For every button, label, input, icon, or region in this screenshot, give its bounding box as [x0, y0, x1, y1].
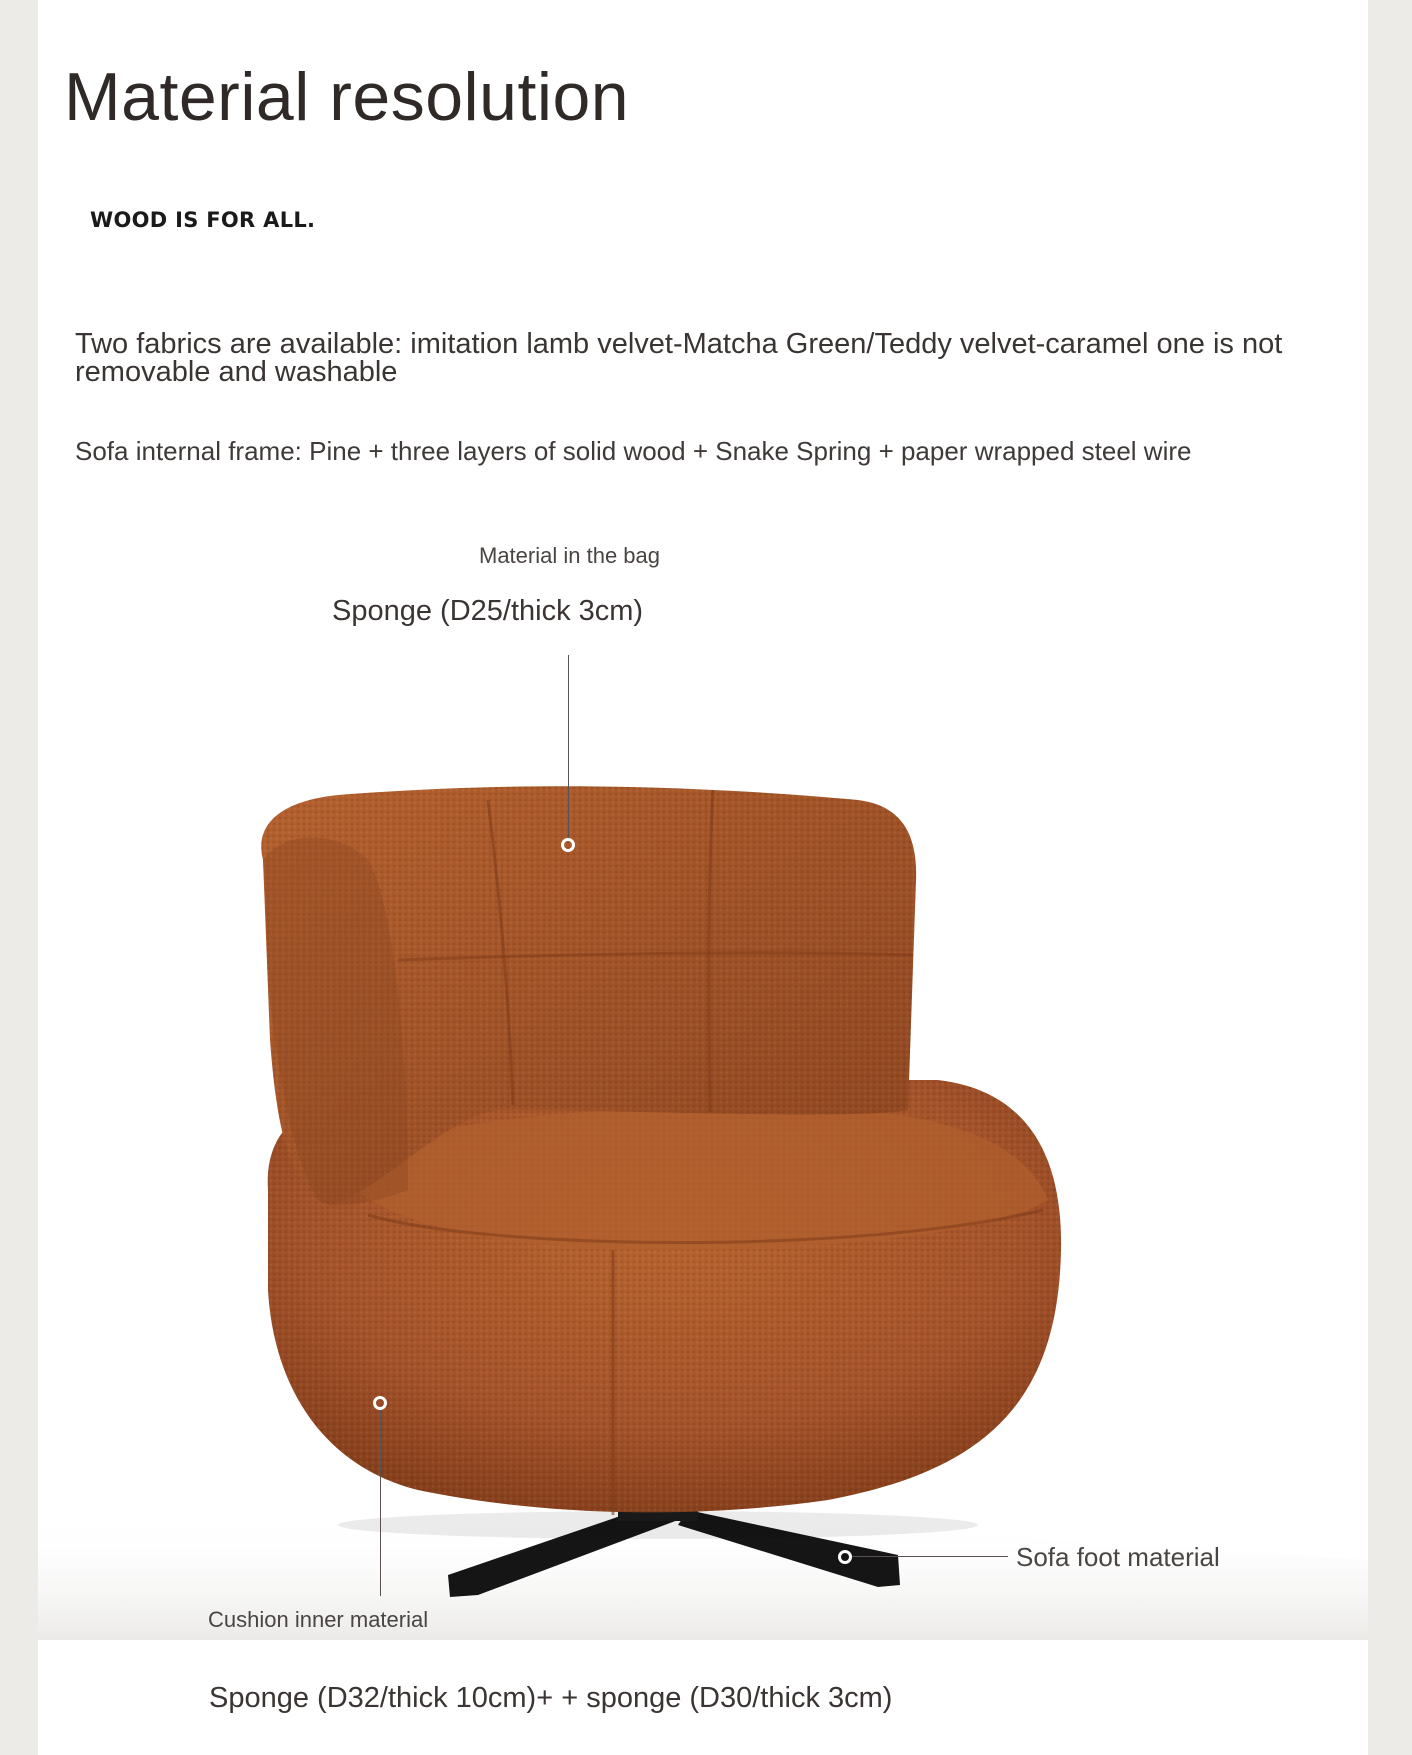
foot-material-title: Sofa foot material [1016, 1542, 1220, 1572]
brand-logo: WOOD IS FOR ALL. [90, 208, 316, 232]
page-title: Material resolution [64, 59, 630, 135]
foot-callout-marker [838, 1550, 852, 1564]
cushion-callout-marker [373, 1396, 387, 1410]
cushion-callout-line [380, 1410, 381, 1596]
bag-callout-marker [561, 838, 575, 852]
fabric-description: Two fabrics are available: imitation lamb velvet-Matcha Green/Teddy velvet-caramel one is not removable and washable [75, 328, 1283, 388]
chair-image [38, 0, 1368, 1755]
bag-material-value: Sponge (D25/thick 3cm) [332, 595, 644, 627]
cushion-material-title: Cushion inner material [208, 1607, 429, 1632]
frame-description: Sofa internal frame: Pine + three layers of solid wood + Snake Spring + paper wrapped steel wire [75, 436, 1192, 466]
foot-callout-line [852, 1556, 1008, 1557]
bag-callout-line [568, 655, 569, 841]
product-page [38, 0, 1368, 1755]
bag-material-title: Material in the bag [479, 543, 660, 568]
cushion-material-value: Sponge (D32/thick 10cm)+ + sponge (D30/thick 3cm) [209, 1682, 893, 1714]
